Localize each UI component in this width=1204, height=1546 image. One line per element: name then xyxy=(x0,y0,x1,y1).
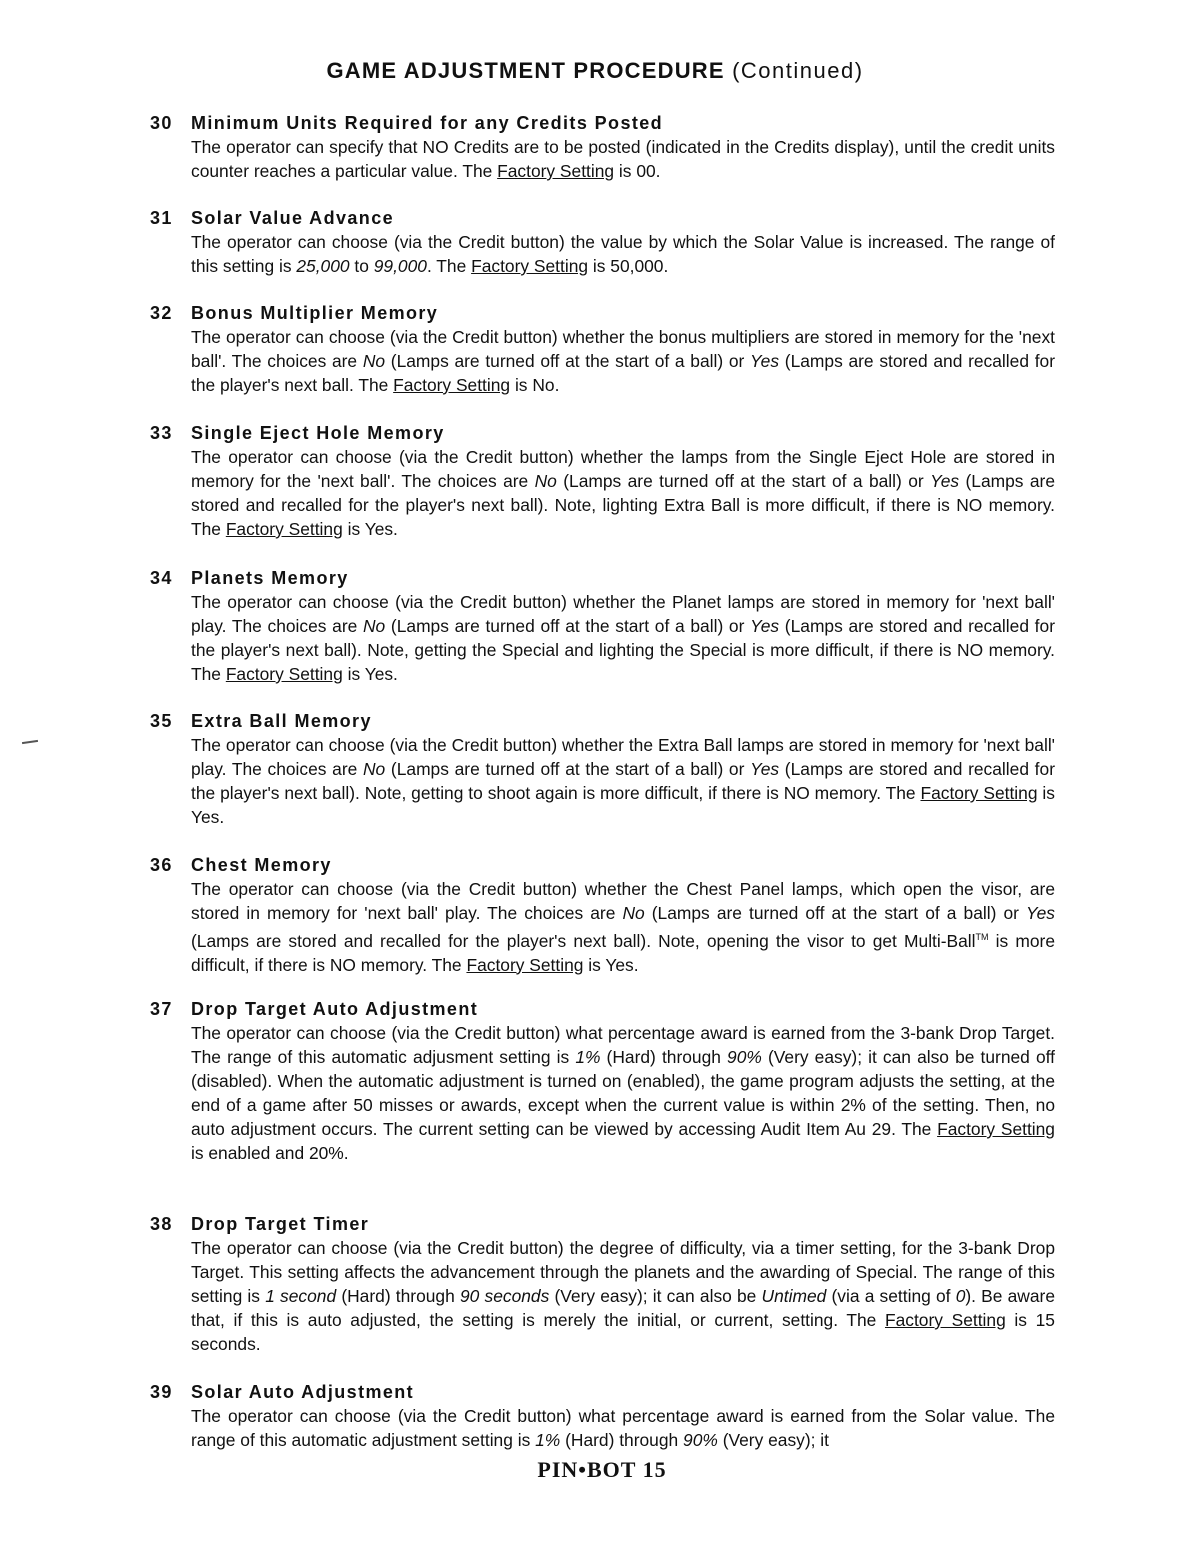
section-33 xyxy=(150,421,1055,541)
text-run: The operator can choose (via the Credit button) the value by which the Solar Value is increased. The range of this setting is xyxy=(191,232,1055,276)
text-run: The operator can choose (via the Credit button) whether the bonus multipliers are stored in memory for the 'next ball'. The choices are xyxy=(191,327,1055,371)
trademark-mark: TM xyxy=(975,932,989,942)
section-body xyxy=(191,445,1055,541)
text-run: Drop Target Timer xyxy=(191,1214,370,1234)
text-run: is more difficult, if there is NO memory. The xyxy=(191,930,1056,975)
text-run: (Hard) through xyxy=(336,1286,460,1306)
text-run: 37 xyxy=(150,999,173,1019)
section-body xyxy=(191,877,1055,977)
section-31 xyxy=(150,206,1055,278)
text-run: 31 xyxy=(150,208,173,228)
text-run: The operator can specify that NO Credits are to be posted (indicated in the Credits display), until the credit units counter reaches a particular value. The xyxy=(191,137,1055,181)
page-footer: PIN•BOT 15 xyxy=(537,1457,667,1482)
section-32 xyxy=(150,301,1055,397)
section-35 xyxy=(150,709,1055,829)
margin-mark xyxy=(22,740,38,744)
page-title-main: GAME ADJUSTMENT PROCEDURE xyxy=(326,58,725,83)
text-run: No xyxy=(363,759,386,779)
section-37 xyxy=(150,997,1055,1165)
text-run: (Very easy); it can also be xyxy=(549,1286,762,1306)
text-run: The operator can choose (via the Credit button) whether the Extra Ball lamps are stored in memory for 'next ball' play. The choices are xyxy=(191,735,1055,779)
section-body xyxy=(191,135,1055,183)
text-run: No xyxy=(362,351,386,371)
text-run: is Yes. xyxy=(342,519,398,539)
section-heading xyxy=(150,111,1055,135)
section-heading xyxy=(150,206,1055,230)
section-heading xyxy=(150,997,1055,1021)
text-run: (Very easy); it xyxy=(717,1430,829,1450)
text-run: No xyxy=(622,903,645,923)
text-run: 34 xyxy=(150,568,173,588)
text-run: Yes xyxy=(750,759,780,779)
text-run: 35 xyxy=(150,711,173,731)
text-run: Chest Memory xyxy=(191,855,332,875)
section-body xyxy=(191,1404,1055,1452)
text-run: 0 xyxy=(955,1286,966,1306)
text-run: (Lamps are stored and recalled for the player's next ball). Note, getting the Special and lighting the Special is more difficult, if there is NO memory. The xyxy=(191,616,1055,684)
text-run: 32 xyxy=(150,303,173,323)
text-run: is Yes. xyxy=(583,954,639,975)
text-run: 39 xyxy=(150,1382,173,1402)
text-run: The operator can choose (via the Credit button) whether the Chest Panel lamps, which open the visor, are stored in memory for 'next ball' play. The choices are xyxy=(191,879,1055,923)
text-run: is No. xyxy=(510,375,560,395)
text-run: 90 seconds xyxy=(459,1286,550,1306)
text-run: 25,000 xyxy=(296,256,350,276)
text-run: (Lamps are stored and recalled for the player's next ball). Note, opening the visor to get Multi-Ball xyxy=(191,930,976,951)
page-title-continued: (Continued) xyxy=(732,58,864,83)
text-run: Yes xyxy=(930,471,960,491)
text-run: The operator can choose (via the Credit button) whether the lamps from the Single Eject Hole are stored in memory for the 'next ball'. The choices are xyxy=(191,447,1055,491)
factory-setting-link: Factory Setting xyxy=(393,375,511,395)
factory-setting-link: Factory Setting xyxy=(225,664,343,684)
text-run: (Lamps are turned off at the start of a ball) or xyxy=(556,471,931,491)
factory-setting-link: Factory Setting xyxy=(225,519,343,539)
text-run: 1% xyxy=(535,1430,561,1450)
section-body xyxy=(191,230,1055,278)
section-body xyxy=(191,1236,1055,1356)
text-run: No xyxy=(363,616,386,636)
text-run: Minimum Units Required for any Credits Posted xyxy=(191,113,664,133)
section-38 xyxy=(150,1212,1055,1356)
section-36 xyxy=(150,853,1055,977)
section-heading xyxy=(150,1380,1055,1404)
text-run: No xyxy=(534,471,557,491)
text-run: ). Be aware that, if this is auto adjusted, the setting is merely the initial, or current, setting. The xyxy=(191,1286,1055,1330)
text-run: 99,000 xyxy=(373,256,427,276)
text-run: (via a setting of xyxy=(826,1286,956,1306)
text-run: The operator can choose (via the Credit button) what percentage award is earned from the Solar value. The range of this automatic adjustment setting is xyxy=(191,1406,1055,1450)
section-heading xyxy=(150,301,1055,325)
text-run: 33 xyxy=(150,423,173,443)
factory-setting-link: Factory Setting xyxy=(466,954,584,975)
text-run: (Lamps are stored and recalled for the player's next ball. The xyxy=(191,351,1055,395)
text-run: . The xyxy=(426,256,472,276)
text-run: (Lamps are turned off at the start of a ball) or xyxy=(385,616,751,636)
text-run: is Yes. xyxy=(191,783,1055,827)
text-run: 38 xyxy=(150,1214,173,1234)
section-body xyxy=(191,325,1055,397)
text-run: Yes xyxy=(750,351,780,371)
text-run: Yes xyxy=(750,616,780,636)
section-heading xyxy=(150,709,1055,733)
page-title xyxy=(0,58,1190,84)
text-run: 1 second xyxy=(265,1286,337,1306)
section-30 xyxy=(150,111,1055,183)
section-body xyxy=(191,733,1055,829)
text-run: (Lamps are turned off at the start of a ball) or xyxy=(385,759,751,779)
text-run: (Lamps are stored and recalled for the player's next ball). Note, lighting Extra Ball is more difficult, if there is NO memory. The xyxy=(191,471,1056,539)
text-run: Bonus Multiplier Memory xyxy=(191,303,439,323)
text-run: (Very easy); it can also be turned off (disabled). When the automatic adjustment is turned on (enabled), the game program adjusts the setting, at the end of a game after 50 misses or awards, except when the current value is within 2% of the setting. Then, no auto adjustment occurs. The current setting can be viewed by accessing Audit Item Au 29. The xyxy=(191,1047,1055,1139)
factory-setting-link: Factory Setting xyxy=(471,256,589,276)
text-run: The operator can choose (via the Credit button) whether the Planet lamps are stored in memory for 'next ball' play. The choices are xyxy=(191,592,1055,636)
text-run: Planets Memory xyxy=(191,568,349,588)
text-run: (Hard) through xyxy=(600,1047,728,1067)
section-heading xyxy=(150,853,1055,877)
text-run: The operator can choose (via the Credit button) what percentage award is earned from the 3-bank Drop Target. The range of this automatic adjusment setting is xyxy=(191,1023,1055,1067)
text-run: Untimed xyxy=(761,1286,827,1306)
text-run: The operator can choose (via the Credit button) the degree of difficulty, via a timer setting, for the 3-bank Drop Target. This setting affects the advancement through the planets and the awarding of Special. The range of this setting is xyxy=(191,1238,1055,1306)
text-run: Drop Target Auto Adjustment xyxy=(191,999,479,1019)
section-body xyxy=(191,590,1055,686)
section-heading xyxy=(150,1212,1055,1236)
text-run: Solar Value Advance xyxy=(191,208,395,228)
factory-setting-link: Factory Setting xyxy=(884,1310,1006,1330)
text-run: Extra Ball Memory xyxy=(191,711,372,731)
text-run: (Hard) through xyxy=(560,1430,684,1450)
text-run: is enabled and 20%. xyxy=(191,1143,349,1163)
factory-setting-link: Factory Setting xyxy=(937,1119,1055,1139)
text-run: 1% xyxy=(575,1047,601,1067)
text-run: is 15 seconds. xyxy=(191,1310,1055,1354)
factory-setting-link: Factory Setting xyxy=(497,161,615,181)
text-run: is Yes. xyxy=(342,664,398,684)
factory-setting-link: Factory Setting xyxy=(920,783,1038,803)
text-run: is 50,000. xyxy=(588,256,669,276)
section-body xyxy=(191,1021,1055,1165)
text-run: (Lamps are stored and recalled for the player's next ball). Note, getting to shoot again is more difficult, if there is NO memory. The xyxy=(191,759,1055,803)
text-run: 90% xyxy=(727,1047,762,1067)
text-run: Single Eject Hole Memory xyxy=(191,423,445,443)
text-run: (Lamps are turned off at the start of a ball) or xyxy=(385,351,751,371)
text-run: 30 xyxy=(150,113,173,133)
section-heading xyxy=(150,421,1055,445)
text-run: Yes xyxy=(1026,903,1056,923)
section-39 xyxy=(150,1380,1055,1452)
text-run: 90% xyxy=(683,1430,718,1450)
text-run: (Lamps are turned off at the start of a ball) or xyxy=(644,903,1026,923)
text-run: Solar Auto Adjustment xyxy=(191,1382,415,1402)
section-heading xyxy=(150,566,1055,590)
text-run: to xyxy=(349,256,374,276)
section-34 xyxy=(150,566,1055,686)
text-run: is 00. xyxy=(614,161,661,181)
text-run: 36 xyxy=(150,855,173,875)
